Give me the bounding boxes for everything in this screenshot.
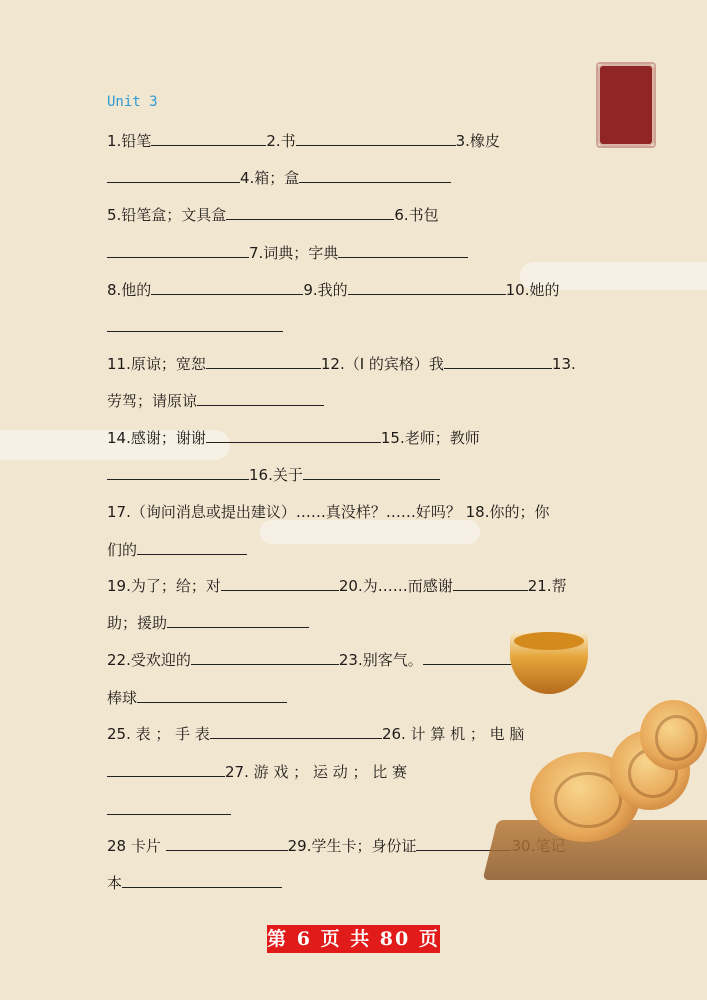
answer-blank <box>107 762 225 777</box>
vocab-text: 8.他的 <box>107 281 152 299</box>
mooncake-image <box>640 700 707 770</box>
answer-blank <box>444 354 552 369</box>
answer-blank <box>107 168 240 183</box>
answer-blank <box>151 131 266 146</box>
vocab-text: 23.别客气。 <box>338 651 423 669</box>
vocab-text: 5.铅笔盒；文具盒 <box>107 206 227 224</box>
answer-blank <box>191 650 339 665</box>
vocab-line <box>107 650 559 670</box>
answer-blank <box>296 131 456 146</box>
red-seal-stamp <box>600 66 652 144</box>
vocab-text: 15.老师；教师 <box>380 429 480 447</box>
vocab-text: 9.我的 <box>303 281 348 299</box>
vocab-text: 10.她的 <box>505 281 560 299</box>
vocab-text: 12.（I 的宾格）我 <box>320 355 444 373</box>
vocab-text: 4.箱；盒 <box>240 169 300 187</box>
vocab-text: 棒球 <box>107 689 138 707</box>
vocab-text: 19.为了；给；对 <box>107 577 221 595</box>
vocab-text: 本 <box>107 874 123 892</box>
answer-blank <box>107 243 249 258</box>
vocab-text: 11.原谅；宽恕 <box>107 355 206 373</box>
vocab-text: 13. <box>551 355 576 373</box>
vocab-line <box>107 724 524 744</box>
answer-blank <box>151 280 303 295</box>
vocab-line <box>107 465 440 485</box>
vocab-line <box>107 540 247 560</box>
vocab-line <box>107 168 451 188</box>
vocab-text: 3.橡皮 <box>455 132 500 150</box>
vocab-text: 28 卡片 <box>107 837 166 855</box>
vocab-text: 27. 游 戏 ； 运 动 ； 比 赛 <box>225 763 408 781</box>
vocab-text: 7.词典；字典 <box>249 244 339 262</box>
vocab-text: 16.关于 <box>249 466 303 484</box>
answer-blank <box>303 465 440 480</box>
vocab-text: 们的 <box>107 541 138 559</box>
vocab-text: 25. 表 ； 手 表 <box>107 725 210 743</box>
answer-blank <box>122 873 282 888</box>
answer-blank <box>166 836 288 851</box>
vocab-line <box>107 205 439 225</box>
unit-title: Unit 3 <box>107 94 158 110</box>
vocab-line <box>107 502 549 522</box>
answer-blank <box>299 168 451 183</box>
answer-blank <box>167 613 309 628</box>
vocab-text: 17.（询问消息或提出建议）……真没样？……好吗？ 18.你的；你 <box>107 503 550 521</box>
vocab-line <box>107 873 282 893</box>
vocab-text: 助；援助 <box>107 614 168 632</box>
answer-blank <box>206 428 381 443</box>
vocab-line <box>107 131 500 151</box>
vocab-text: 14.感谢；谢谢 <box>107 429 206 447</box>
vocab-text: 22.受欢迎的 <box>107 651 191 669</box>
vocab-line <box>107 280 559 300</box>
answer-blank <box>348 280 506 295</box>
vocab-line <box>107 317 283 337</box>
vocab-line <box>107 243 468 263</box>
answer-blank <box>210 724 382 739</box>
vocab-line <box>107 576 567 596</box>
vocab-text: 1.铅笔 <box>107 132 152 150</box>
answer-blank <box>137 688 287 703</box>
vocab-line <box>107 800 231 820</box>
answer-blank <box>107 800 231 815</box>
answer-blank <box>206 354 321 369</box>
answer-blank <box>338 243 468 258</box>
vocab-text: 26. 计 算 机 ； 电 脑 <box>381 725 525 743</box>
vocab-line <box>107 428 480 448</box>
vocab-line <box>107 391 324 411</box>
vocab-line <box>107 354 576 374</box>
tea-cup-image <box>510 632 588 694</box>
background-swirl <box>260 520 480 544</box>
answer-blank <box>107 317 283 332</box>
vocab-text: 2.书 <box>266 132 296 150</box>
vocab-line <box>107 613 309 633</box>
vocab-text: 劳驾；请原谅 <box>107 392 198 410</box>
answer-blank <box>107 465 249 480</box>
vocab-text: 6.书包 <box>394 206 439 224</box>
vocab-line <box>107 688 287 708</box>
answer-blank <box>221 576 339 591</box>
answer-blank <box>137 540 247 555</box>
vocab-line <box>107 762 407 782</box>
answer-blank <box>453 576 528 591</box>
answer-blank <box>226 205 394 220</box>
vocab-text: 29.学生卡；身份证 <box>287 837 417 855</box>
page-number-footer: 第 6 页 共 80 页 <box>267 925 440 953</box>
vocab-text: 21.帮 <box>527 577 567 595</box>
vocab-text: 20.为……而感谢 <box>338 577 453 595</box>
answer-blank <box>197 391 324 406</box>
